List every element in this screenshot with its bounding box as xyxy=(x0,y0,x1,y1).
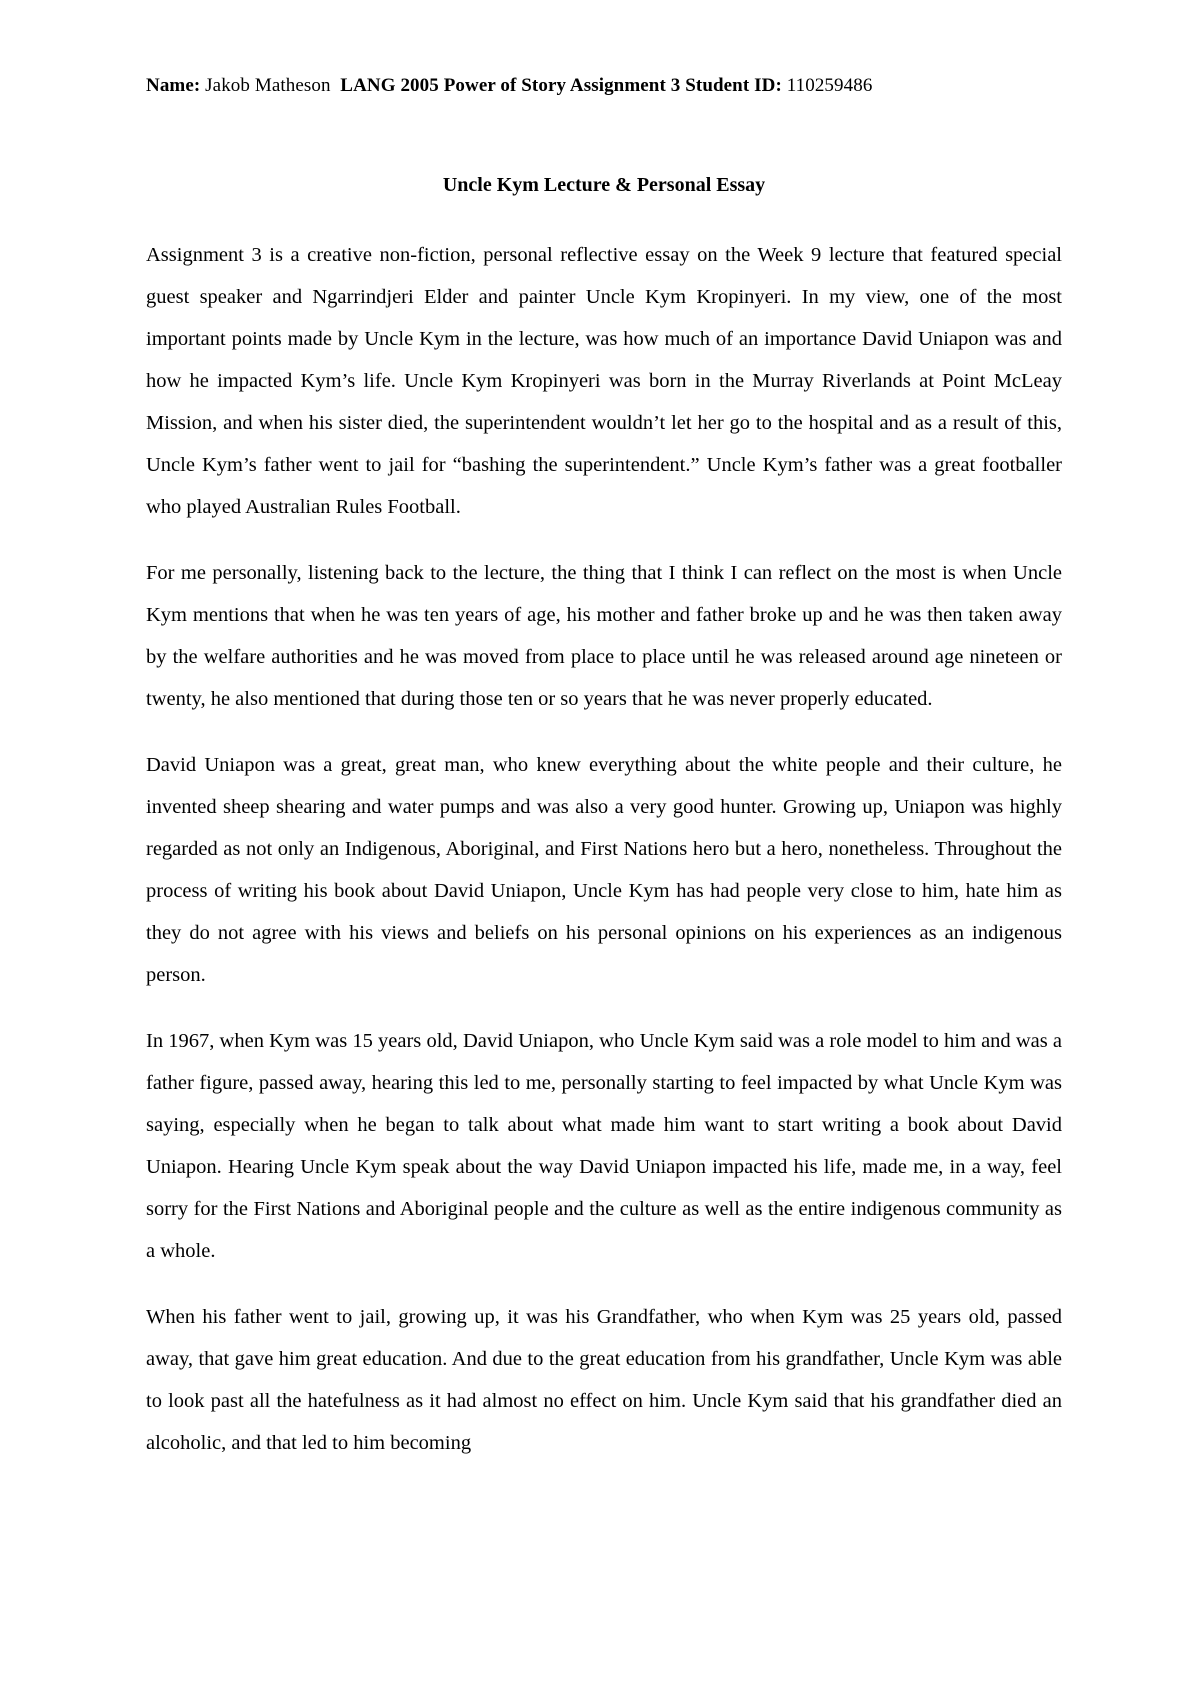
paragraph-3: David Uniapon was a great, great man, who knew everything about the white people and their culture, he invented sheep shearing and water pumps and was also a very good hunter. Growing up, Uniapon was highly regarded as not only an Indigenous, Aboriginal, and First Nations hero but a hero, nonetheless. Throughout the process of writing his book about David Uniapon, Uncle Kym has had people very close to him, hate him as they do not agree with his views and beliefs on his personal opinions on his experiences as an indigenous person. xyxy=(146,754,1062,986)
student-name: Jakob Matheson xyxy=(205,75,331,96)
paragraph-2: For me personally, listening back to the lecture, the thing that I think I can reflect on the most is when Uncle Kym mentions that when he was ten years of age, his mother and father broke up and he was then taken away by the welfare authorities and he was moved from place to place until he was released around age nineteen or twenty, he also mentioned that during those ten or so years that he was never properly educated. xyxy=(146,562,1062,710)
paragraph-1: Assignment 3 is a creative non-fiction, personal reflective essay on the Week 9 lecture that featured special guest speaker and Ngarrindjeri Elder and painter Uncle Kym Kropinyeri. In my view, one of the most important points made by Uncle Kym in the lecture, was how much of an importance David Uniapon was and how he impacted Kym’s life. Uncle Kym Kropinyeri was born in the Murray Riverlands at Point McLeay Mission, and when his sister died, the superintendent wouldn’t let her go to the hospital and as a result of this, Uncle Kym’s father went to jail for “bashing the superintendent.” Uncle Kym’s father was a great footballer who played Australian Rules Football. xyxy=(146,244,1062,518)
document-header xyxy=(146,74,1076,98)
essay-title: Uncle Kym Lecture & Personal Essay xyxy=(442,174,766,196)
essay-body xyxy=(146,234,1062,1464)
paragraph-5: When his father went to jail, growing up, it was his Grandfather, who when Kym was 25 years old, passed away, that gave him great education. And due to the great education from his grandfather, Uncle Kym was able to look past all the hatefulness as it had almost no effect on him. Uncle Kym said that his grandfather died an alcoholic, and that led to him becoming xyxy=(146,1306,1062,1454)
student-id: 110259486 xyxy=(786,75,873,96)
student-id-label: Student ID: xyxy=(685,75,782,96)
course-title: LANG 2005 Power of Story Assignment 3 xyxy=(340,75,681,96)
paragraph-4: In 1967, when Kym was 15 years old, David Uniapon, who Uncle Kym said was a role model to him and was a father figure, passed away, hearing this led to me, personally starting to feel impacted by what Uncle Kym was saying, especially when he began to talk about what made him want to start writing a book about David Uniapon. Hearing Uncle Kym speak about the way David Uniapon impacted his life, made me, in a way, feel sorry for the First Nations and Aboriginal people and the culture as well as the entire indigenous community as a whole. xyxy=(146,1030,1062,1262)
name-label: Name: xyxy=(146,75,201,96)
